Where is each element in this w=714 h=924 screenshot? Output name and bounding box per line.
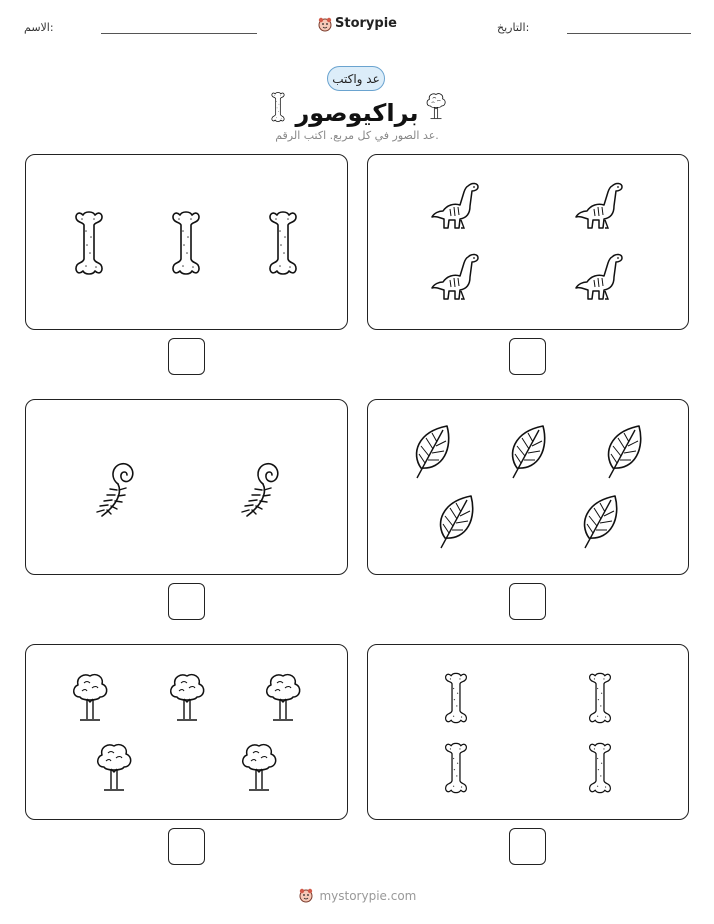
dinosaur-icon	[574, 251, 626, 303]
footer-url[interactable]: mystorypie.com	[319, 889, 417, 903]
tree-icon	[263, 669, 303, 725]
fern-icon	[233, 454, 285, 520]
dinosaur-icon	[430, 180, 482, 232]
box-ferns	[25, 399, 348, 575]
bone-icon	[588, 671, 612, 725]
box-trees	[25, 644, 348, 820]
bone-icon	[74, 209, 104, 277]
dinosaur-icon	[430, 251, 482, 303]
date-label: التاريخ:	[497, 21, 530, 34]
storypie-logo-icon	[298, 887, 314, 903]
fern-icon	[88, 454, 140, 520]
answer-box-bones-top[interactable]	[168, 338, 205, 375]
bone-icon	[171, 209, 201, 277]
date-line[interactable]	[567, 33, 691, 34]
dinosaur-icon	[574, 180, 626, 232]
tree-icon	[70, 669, 110, 725]
answer-box-trees[interactable]	[168, 828, 205, 865]
name-label: الاسم:	[24, 21, 54, 34]
bone-icon	[444, 741, 468, 795]
leaf-icon	[437, 494, 477, 550]
box-dinosaurs	[367, 154, 689, 330]
name-line[interactable]	[101, 33, 257, 34]
page-title: براكيوصور	[295, 99, 419, 127]
tree-icon	[94, 739, 134, 795]
instructions: عد الصور في كل مربع. اكتب الرقم.	[275, 129, 439, 142]
bone-icon	[588, 741, 612, 795]
leaf-icon	[605, 424, 645, 480]
answer-box-leaves[interactable]	[509, 583, 546, 620]
leaf-icon	[509, 424, 549, 480]
brand-name: Storypie	[335, 16, 397, 31]
tree-icon	[425, 90, 447, 122]
box-bones-top	[25, 154, 348, 330]
box-leaves	[367, 399, 689, 575]
tree-icon	[167, 669, 207, 725]
leaf-icon	[581, 494, 621, 550]
answer-box-bones-bottom[interactable]	[509, 828, 546, 865]
worksheet-badge: عد واكتب	[327, 66, 385, 91]
bone-icon	[268, 209, 298, 277]
box-bones-bottom	[367, 644, 689, 820]
footer	[0, 887, 714, 903]
tree-icon	[239, 739, 279, 795]
answer-box-ferns[interactable]	[168, 583, 205, 620]
bone-icon	[444, 671, 468, 725]
leaf-icon	[413, 424, 453, 480]
storypie-logo-icon	[317, 16, 333, 32]
brand	[0, 13, 714, 32]
answer-box-dinosaurs[interactable]	[509, 338, 546, 375]
